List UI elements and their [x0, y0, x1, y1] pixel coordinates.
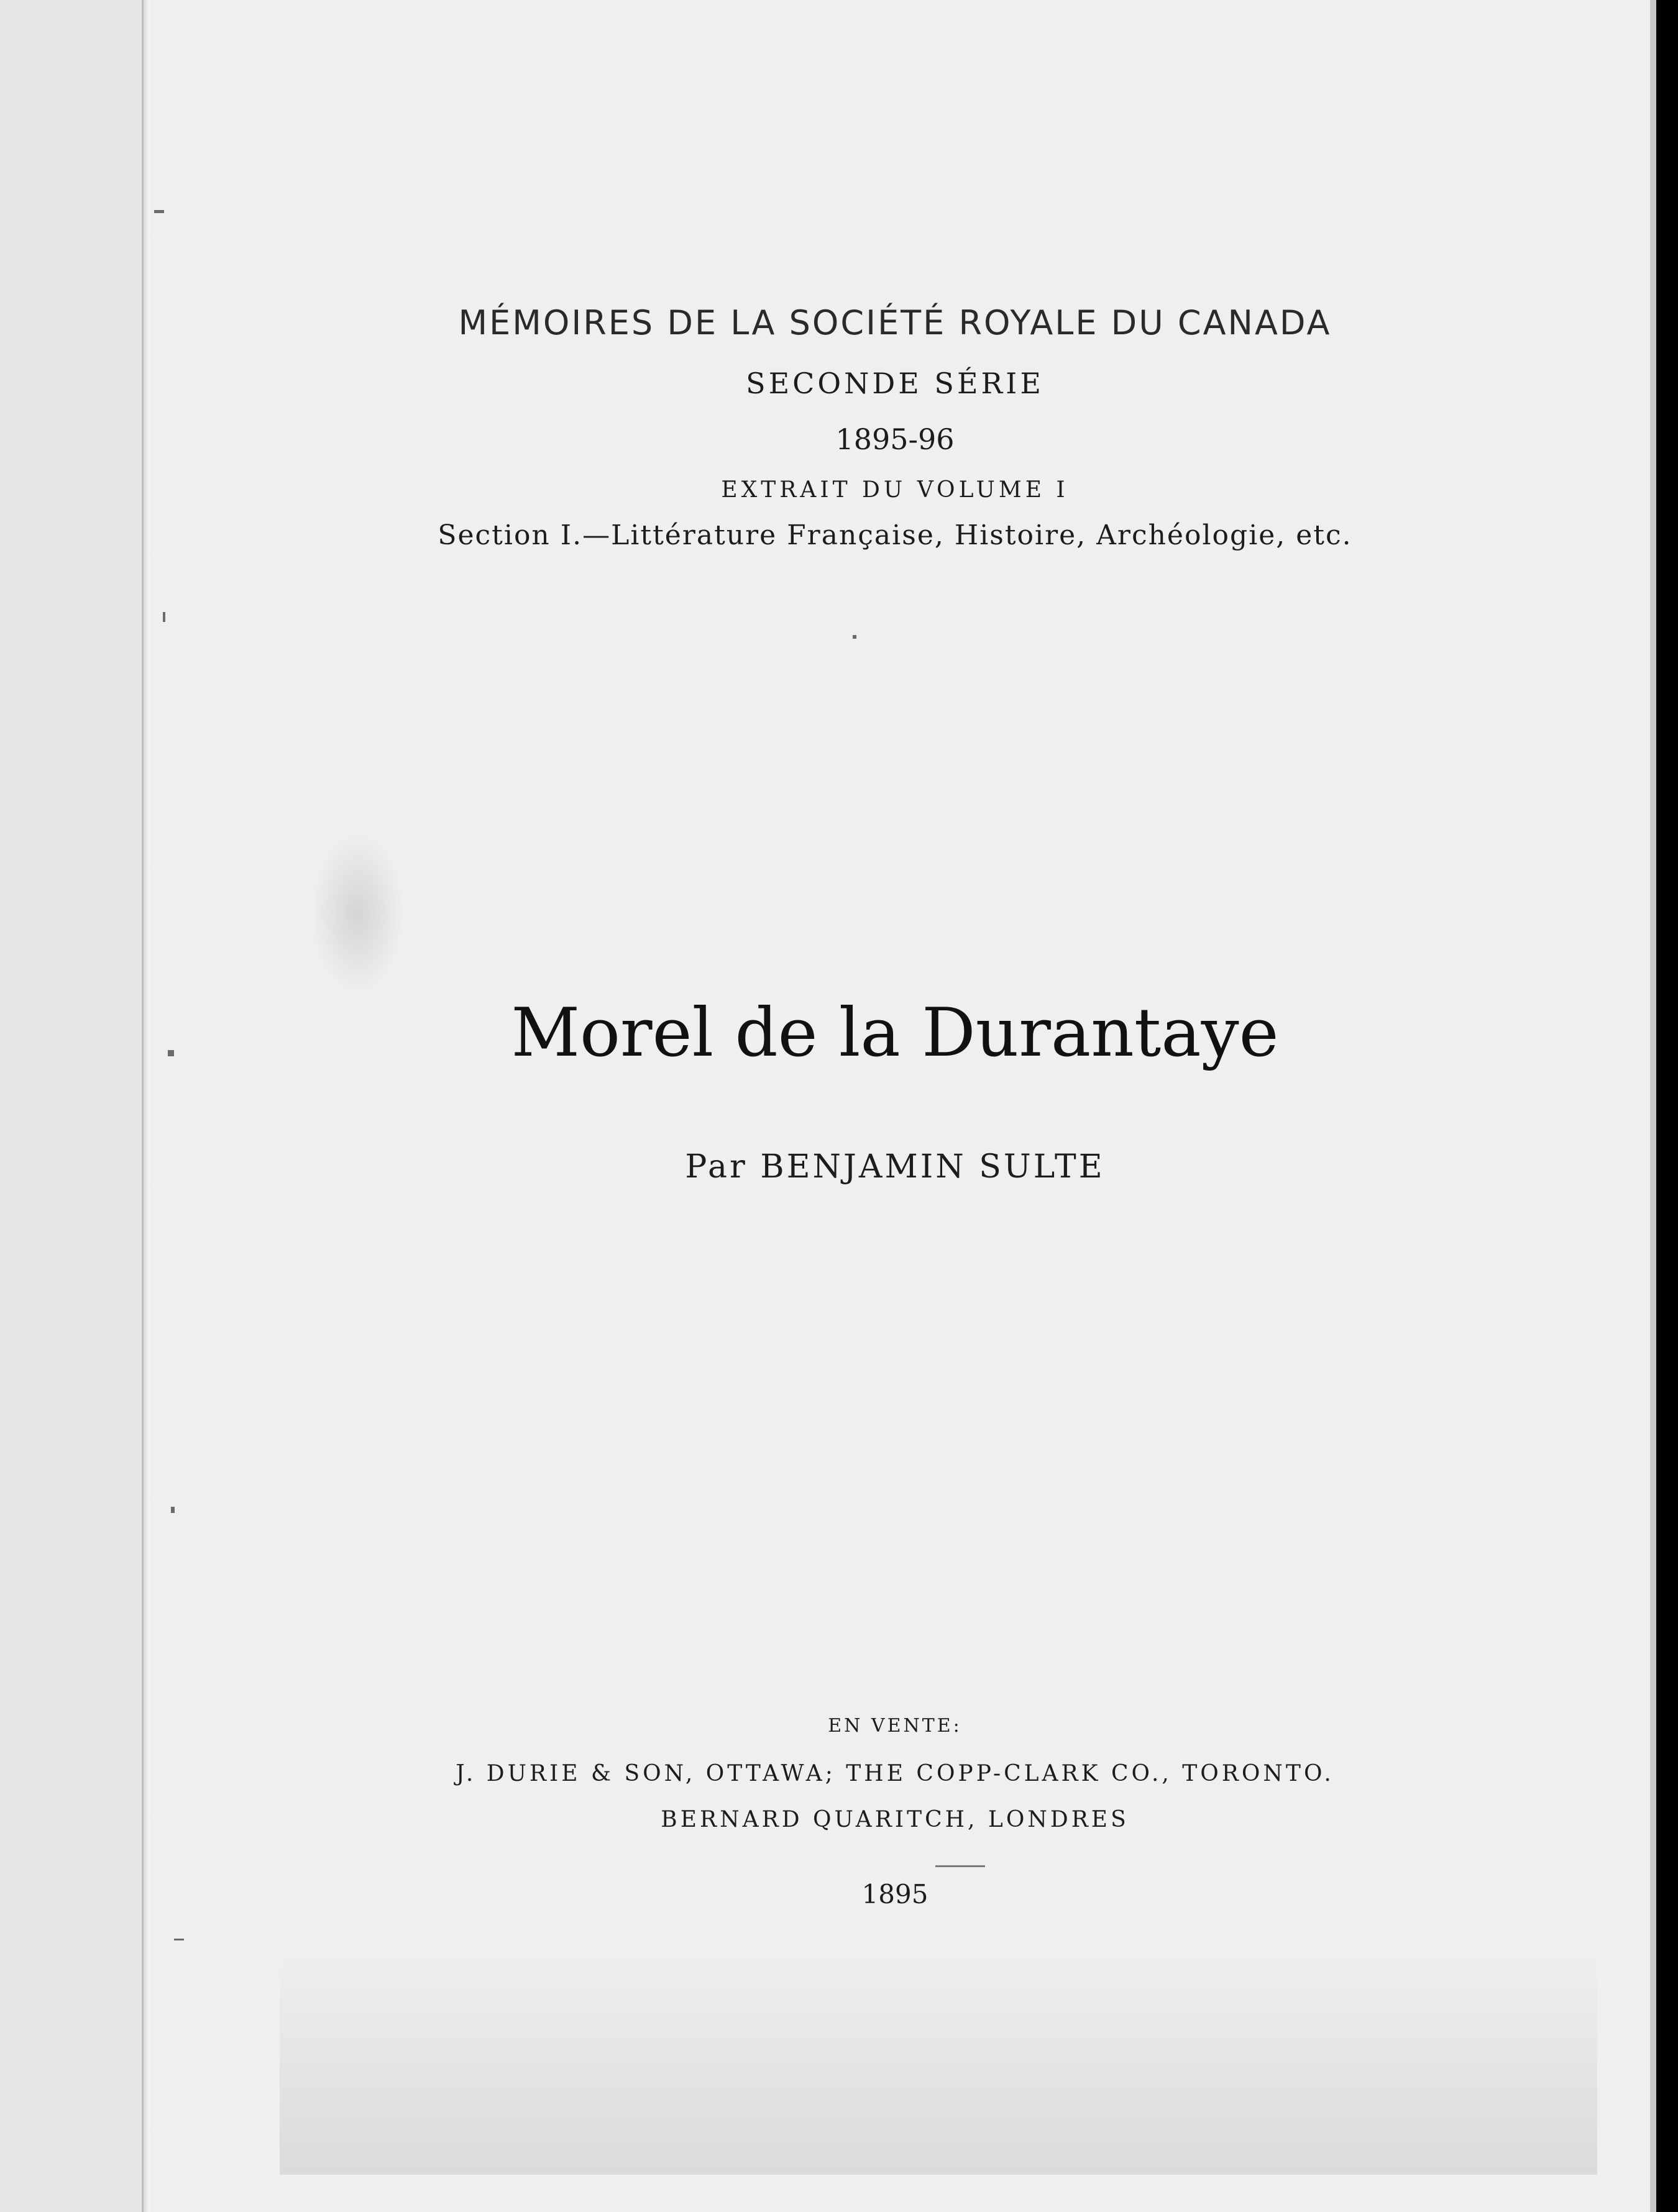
- sale-label: EN VENTE:: [828, 1715, 962, 1737]
- section-heading: Section I.—Littérature Française, Histoire, Archéologie, etc.: [438, 519, 1352, 551]
- extract-heading: EXTRAIT DU VOLUME I: [721, 477, 1069, 503]
- document-title: Morel de la Durantaye: [511, 994, 1279, 1072]
- volume-years: 1895-96: [835, 423, 955, 456]
- scan-mark: [174, 1939, 184, 1940]
- author-line: Par BENJAMIN SULTE: [685, 1148, 1105, 1186]
- society-heading: MÉMOIRES DE LA SOCIÉTÉ ROYALE DU CANADA: [458, 303, 1332, 342]
- scan-mark: [853, 635, 856, 639]
- publishers-line: BERNARD QUARITCH, LONDRES: [661, 1807, 1129, 1832]
- book-gutter: [142, 0, 152, 2212]
- series-heading: SECONDE SÉRIE: [746, 367, 1044, 400]
- scan-mark: [168, 1050, 174, 1056]
- publication-year: 1895: [861, 1879, 928, 1909]
- paper-shading: [280, 1951, 1597, 2175]
- divider-rule: [935, 1865, 985, 1867]
- scan-mark: [154, 210, 164, 213]
- page-right-edge: [1650, 0, 1656, 2212]
- publishers-line: J. DURIE & SON, OTTAWA; THE COPP-CLARK CO., TORONTO.: [456, 1761, 1334, 1786]
- scan-mark: [163, 612, 165, 622]
- scan-mark: [171, 1507, 175, 1513]
- facing-page-edge: [0, 0, 142, 2212]
- paper-stain: [311, 833, 404, 994]
